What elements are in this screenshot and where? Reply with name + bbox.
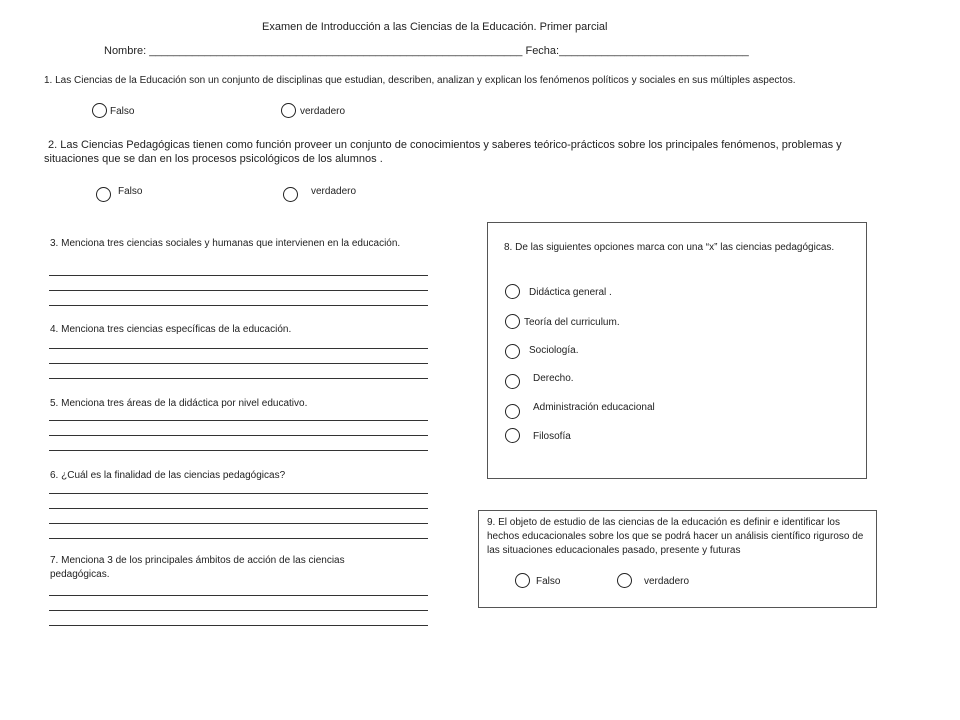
exam-title: Examen de Introducción a las Ciencias de la Educación. Primer parcial bbox=[262, 21, 608, 33]
q8-option-radio[interactable] bbox=[505, 344, 520, 359]
q8-option-label: Administración educacional bbox=[533, 402, 655, 413]
question-6-text: 6. ¿Cuál es la finalidad de las ciencias pedagógicas? bbox=[50, 470, 286, 481]
answer-line[interactable] bbox=[49, 595, 428, 596]
answer-line[interactable] bbox=[49, 363, 428, 364]
q1-true-label: verdadero bbox=[300, 106, 346, 117]
question-7-text: 7. Menciona 3 de los principales ámbitos de acción de las ciencias pedagógicas. bbox=[50, 555, 345, 580]
q2-true-radio[interactable] bbox=[283, 187, 298, 202]
q8-option-radio[interactable] bbox=[505, 404, 520, 419]
answer-line[interactable] bbox=[49, 450, 428, 451]
answer-line[interactable] bbox=[49, 610, 428, 611]
q8-option-label: Filosofía bbox=[533, 431, 571, 442]
question-8-text: 8. De las siguientes opciones marca con una “x” las ciencias pedagógicas. bbox=[504, 242, 835, 253]
question-1-text: 1. Las Ciencias de la Educación son un conjunto de disciplinas que estudian, describen, analizan y explican los fenómenos políticos y sociales en sus múltiples aspectos. bbox=[44, 75, 796, 86]
q8-option-label: Teoría del curriculum. bbox=[524, 317, 620, 328]
q8-option-label: Didáctica general . bbox=[529, 287, 612, 298]
question-3-text: 3. Menciona tres ciencias sociales y humanas que intervienen en la educación. bbox=[50, 238, 401, 249]
answer-line[interactable] bbox=[49, 493, 428, 494]
q8-option-label: Derecho. bbox=[533, 373, 574, 384]
question-4-text: 4. Menciona tres ciencias específicas de la educación. bbox=[50, 324, 292, 335]
answer-line[interactable] bbox=[49, 420, 428, 421]
q1-false-label: Falso bbox=[110, 106, 135, 117]
question-9-box bbox=[478, 510, 877, 608]
q8-option-radio[interactable] bbox=[505, 314, 520, 329]
question-5-text: 5. Menciona tres áreas de la didáctica por nivel educativo. bbox=[50, 398, 308, 409]
answer-line[interactable] bbox=[49, 305, 428, 306]
question-2-text: 2. Las Ciencias Pedagógicas tienen como función proveer un conjunto de conocimientos y saberes teórico-prácticos sobre los principales fenómenos, problemas y situaciones que se dan en los procesos psicológicos de los alumnos . bbox=[44, 139, 842, 165]
q8-option-label: Sociología. bbox=[529, 345, 579, 356]
answer-line[interactable] bbox=[49, 625, 428, 626]
q2-false-label: Falso bbox=[118, 186, 143, 197]
q8-option-radio[interactable] bbox=[505, 374, 520, 389]
q8-option-radio[interactable] bbox=[505, 428, 520, 443]
q2-false-radio[interactable] bbox=[96, 187, 111, 202]
answer-line[interactable] bbox=[49, 348, 428, 349]
answer-line[interactable] bbox=[49, 290, 428, 291]
q8-option-radio[interactable] bbox=[505, 284, 520, 299]
q9-true-label: verdadero bbox=[644, 576, 690, 587]
answer-line[interactable] bbox=[49, 508, 428, 509]
question-9-text: 9. El objeto de estudio de las ciencias de la educación es definir e identificar los hechos educacionales sobre los que se podrá hacer un análisis científico riguroso de las situaciones educacionales pasado, presente y futuras bbox=[487, 517, 864, 556]
answer-line[interactable] bbox=[49, 435, 428, 436]
question-8-box bbox=[487, 222, 867, 479]
answer-line[interactable] bbox=[49, 523, 428, 524]
q9-false-label: Falso bbox=[536, 576, 561, 587]
answer-line[interactable] bbox=[49, 538, 428, 539]
answer-line[interactable] bbox=[49, 275, 428, 276]
q9-true-radio[interactable] bbox=[617, 573, 632, 588]
q9-false-radio[interactable] bbox=[515, 573, 530, 588]
answer-line[interactable] bbox=[49, 378, 428, 379]
name-date-field[interactable]: Nombre: _____________________________________________________________ Fecha:_______________________________ bbox=[104, 45, 749, 57]
q1-false-radio[interactable] bbox=[92, 103, 107, 118]
q1-true-radio[interactable] bbox=[281, 103, 296, 118]
q2-true-label: verdadero bbox=[311, 186, 357, 197]
